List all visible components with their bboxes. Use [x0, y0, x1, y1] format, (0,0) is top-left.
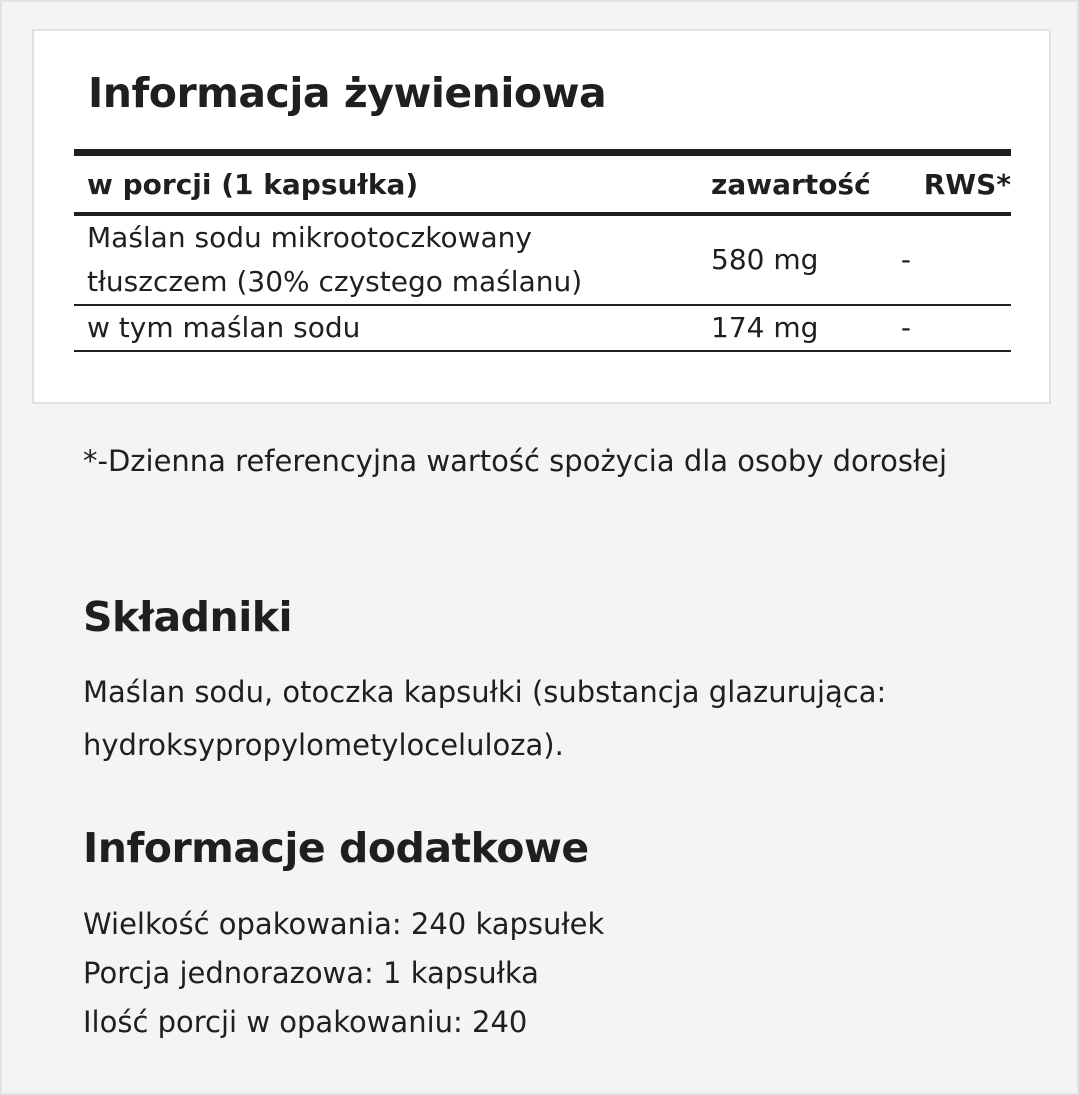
ingredients-title: Składniki [83, 593, 293, 641]
row-amount: 174 mg [711, 305, 890, 351]
nutrition-title: Informacja żywieniowa [88, 69, 607, 117]
row-rws: - [890, 305, 1011, 351]
header-amount: zawartość [711, 153, 890, 215]
list-item: Porcja jednorazowa: 1 kapsułka [83, 956, 539, 990]
rws-footnote: *-Dzienna referencyjna wartość spożycia dla osoby dorosłej [83, 444, 948, 478]
row-name-line: tłuszczem (30% czystego maślanu) [87, 265, 583, 298]
header-portion: w porcji (1 kapsułka) [74, 153, 711, 215]
nutrition-table [74, 149, 1011, 352]
ingredients-text: Maślan sodu, otoczka kapsułki (substancja glazurująca: hydroksypropylometyloceluloza). [83, 675, 887, 762]
header-rws: RWS* [890, 153, 1011, 215]
additional-info-list [83, 900, 604, 1047]
table-row [74, 214, 1011, 305]
row-name-line: Maślan sodu mikrootoczkowany [87, 221, 532, 254]
table-header-row [74, 153, 1011, 215]
row-name: w tym maślan sodu [74, 305, 711, 351]
nutrition-card [32, 29, 1051, 404]
row-amount: 580 mg [711, 214, 890, 305]
table-row [74, 305, 1011, 351]
additional-info-title: Informacje dodatkowe [83, 824, 589, 872]
row-rws: - [890, 214, 1011, 305]
list-item: Ilość porcji w opakowaniu: 240 [83, 1005, 528, 1039]
row-name [74, 214, 711, 305]
list-item: Wielkość opakowania: 240 kapsułek [83, 907, 605, 941]
